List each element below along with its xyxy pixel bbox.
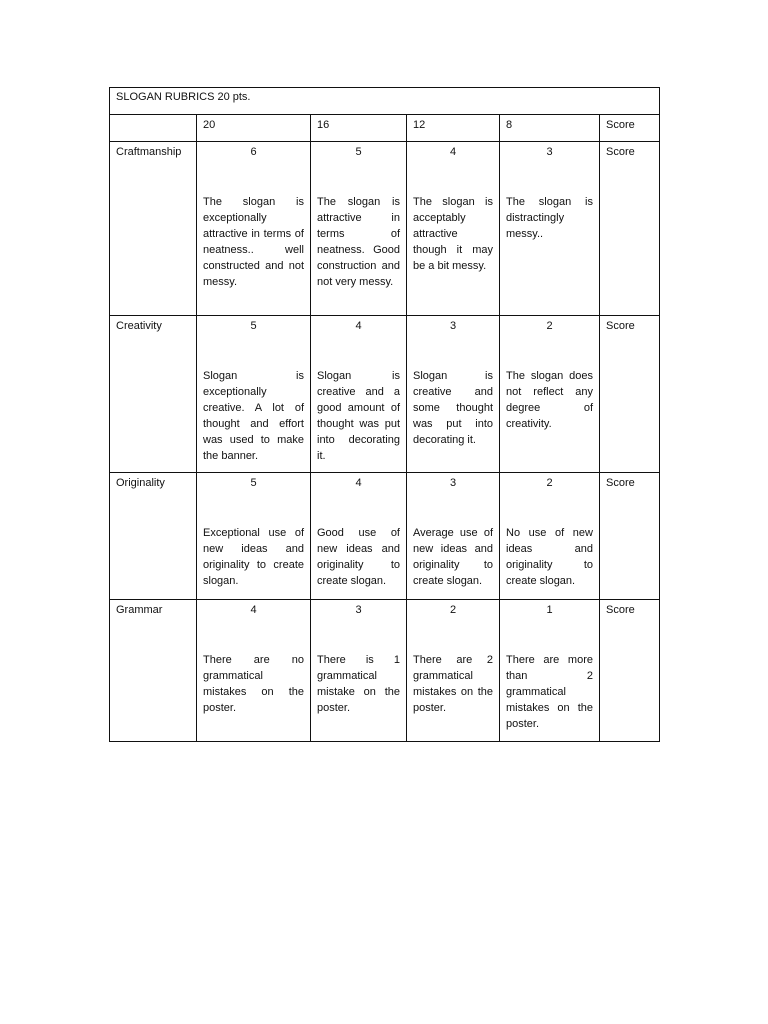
- level-description: Exceptional use of new ideas and originality to create slogan.: [203, 527, 304, 587]
- points-value: 2: [546, 477, 553, 489]
- header-score: Score: [600, 115, 660, 142]
- rubric-table: [109, 87, 660, 742]
- points-value: 3: [355, 604, 362, 616]
- level-cell: [311, 316, 407, 473]
- header-8: 8: [500, 115, 600, 142]
- level-cell: [197, 600, 311, 742]
- score-cell: Score: [600, 600, 660, 742]
- level-description: There is 1 grammatical mistake on the poster.: [317, 654, 400, 714]
- points-value: 4: [355, 477, 362, 489]
- points-value: 1: [546, 604, 553, 616]
- header-blank-cell: [110, 115, 197, 142]
- level-cell: [407, 473, 500, 600]
- level-description: The slogan is attractive in terms of neatness. Good construction and not very messy.: [317, 196, 400, 288]
- points-value: 5: [250, 477, 257, 489]
- rubric-title: SLOGAN RUBRICS 20 pts.: [110, 88, 660, 115]
- level-description: There are 2 grammatical mistakes on the poster.: [413, 654, 493, 714]
- criterion-row-originality: [110, 473, 660, 600]
- level-description: The slogan is exceptionally attractive in terms of neatness.. well constructed and not messy.: [203, 196, 304, 288]
- header-16: 16: [311, 115, 407, 142]
- level-cell: [311, 473, 407, 600]
- criterion-label: Creativity: [110, 316, 197, 473]
- level-cell: [197, 473, 311, 600]
- level-description: The slogan is distractingly messy..: [506, 196, 593, 240]
- level-description: The slogan is acceptably attractive though it may be a bit messy.: [413, 196, 493, 272]
- points-value: 2: [449, 604, 457, 616]
- points-value: 4: [250, 604, 257, 616]
- level-cell: [500, 473, 600, 600]
- header-12: 12: [407, 115, 500, 142]
- level-description: Average use of new ideas and originality to create slogan.: [413, 527, 493, 587]
- criterion-label: Grammar: [110, 600, 197, 742]
- level-description: The slogan does not reflect any degree of creativity.: [506, 370, 593, 430]
- level-cell: [407, 142, 500, 316]
- level-cell: [500, 142, 600, 316]
- criterion-row-craftmanship: [110, 142, 660, 316]
- score-cell: Score: [600, 142, 660, 316]
- criterion-label: Originality: [110, 473, 197, 600]
- points-value: 2: [546, 320, 553, 332]
- level-description: No use of new ideas and originality to create slogan.: [506, 527, 593, 587]
- points-value: 3: [449, 477, 457, 489]
- level-cell: [197, 142, 311, 316]
- header-20: 20: [197, 115, 311, 142]
- level-description: There are no grammatical mistakes on the poster.: [203, 654, 304, 714]
- level-cell: [311, 600, 407, 742]
- points-value: 5: [250, 320, 257, 332]
- level-description: Slogan is creative and a good amount of thought was put into decorating it.: [317, 370, 400, 462]
- level-cell: [500, 316, 600, 473]
- level-description: There are more than 2 grammatical mistakes on the poster.: [506, 654, 593, 730]
- score-cell: Score: [600, 473, 660, 600]
- level-cell: [500, 600, 600, 742]
- points-value: 4: [355, 320, 362, 332]
- points-value: 3: [449, 320, 457, 332]
- header-row: [110, 115, 660, 142]
- points-value: 5: [355, 146, 362, 158]
- criterion-label: Craftmanship: [110, 142, 197, 316]
- points-value: 6: [250, 146, 257, 158]
- level-cell: [311, 142, 407, 316]
- title-row: [110, 88, 660, 115]
- criterion-row-grammar: [110, 600, 660, 742]
- level-cell: [407, 600, 500, 742]
- points-value: 3: [546, 146, 553, 158]
- level-cell: [197, 316, 311, 473]
- score-cell: Score: [600, 316, 660, 473]
- criterion-row-creativity: [110, 316, 660, 473]
- level-description: Slogan is exceptionally creative. A lot of thought and effort was used to make the banner.: [203, 370, 304, 462]
- points-value: 4: [449, 146, 457, 158]
- level-description: Good use of new ideas and originality to create slogan.: [317, 527, 400, 587]
- level-cell: [407, 316, 500, 473]
- level-description: Slogan is creative and some thought was put into decorating it.: [413, 370, 493, 446]
